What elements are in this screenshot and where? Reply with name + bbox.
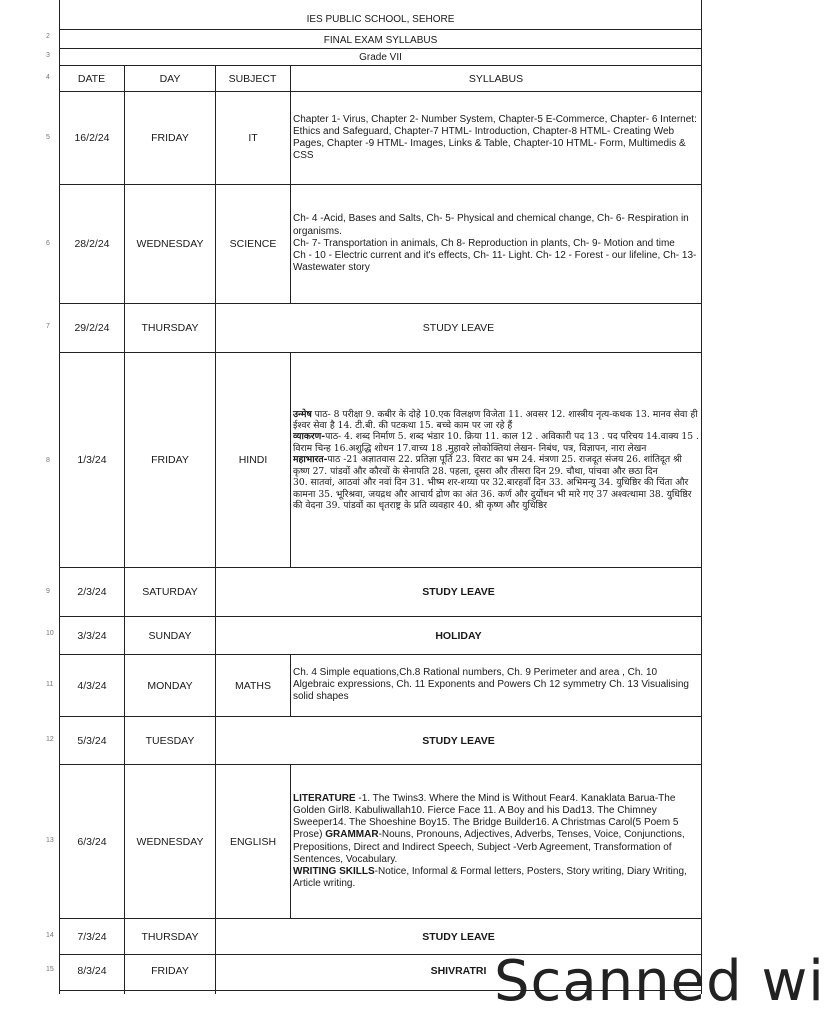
col-header-syllabus: SYLLABUS [468,72,524,85]
row-syllabus [291,655,701,716]
watermark-text: Scanned wi [494,949,825,1014]
row-day: THURSDAY [141,322,199,334]
margin-number: 8 [46,457,50,464]
section-heading: व्याकरण- [293,431,326,443]
margin-number: 12 [46,736,54,743]
row-day: FRIDAY [151,454,189,466]
syllabus-text: 30. सातवां, आठवां और नवां दिन 31. भीष्म शर-शय्या पर 32.बारहवाँ दिन 33. अभिमन्यु 34. युधिष्ठिर की चिंता और कामना 35. भूरिश्रवा, जयद्रथ और आचार्य द्रोण का अंत 36. कर्ण और दुर्योधन भी मारे गए 37 अश्वत्थामा 38. युधिष्ठिर की वेदना 39. पांडवों का धृतराष्ट्र के प्रति व्यवहार 40. श्री कृष्ण और युधिष्ठिर [293,477,692,511]
section-heading: LITERATURE [293,792,356,804]
row-date: 7/3/24 [77,930,107,943]
scanner-watermark [494,949,825,1014]
row-day: FRIDAY [151,965,189,977]
syllabus-text: -Nouns, Pronouns, Adjectives, Adverbs, Tenses, Voice, Conjunctions, Prepositions, Direct and Indirect Speech, Subject -Verb Agreement, Transformation of Sentences, Vocabulary. [293,829,685,865]
row-date: 16/2/24 [74,132,110,144]
margin-number: 7 [46,323,50,330]
row-date: 28/2/24 [74,238,110,250]
margin-number: 13 [46,837,54,844]
syllabus-text: -Notice, Informal & Formal letters, Posters, Story writing, Diary Writing, Article writing. [293,865,687,890]
syllabus-text: Ch - 10 - Electric current and it's effects, Ch- 11- Light. Ch- 12 - Forest - our lifeline, Ch- 13- Wastewater story [293,250,697,274]
row-subject: HINDI [238,454,268,466]
row-date: 4/3/24 [77,679,107,692]
row-syllabus [291,353,701,567]
row-subject: ENGLISH [229,835,277,848]
margin-number: 2 [46,33,50,40]
margin-number: 5 [46,134,50,141]
syllabus-text: -1. The Twins3. Where the Mind is Without Fear4. Kanaklata Barua-The Golden Girl8. Kabuliwallah10. Fierce Face 11. A Boy and his Dad13. The Chimney Sweeper14. The Shoeshine Boy15. The Bridge Builder16. A Christmas Carol(5 Poem 5 Prose) [293,792,679,841]
row-date: 3/3/24 [77,629,107,642]
row-syllabus [291,185,701,303]
row-date: 2/3/24 [77,586,107,598]
row-merged-note: SHIVRATRI [430,965,487,977]
row-day: WEDNESDAY [136,835,204,848]
syllabus-text: पाठ -21 अज्ञातवास 22. प्रतिज्ञा पूर्ति 23. विराट का भ्रम 24. मंत्रणा 25. राजदूत संजय 26. शांतिदूत श्री कृष्ण 27. पांडवों और कौरवों के सेनापति 28. पहला, दूसरा और तीसरा दिन 29. चौथा, पांचवा और छठा दिन [293,454,682,477]
row-day: FRIDAY [151,132,189,144]
margin-number: 10 [46,630,54,637]
row-merged-note: STUDY LEAVE [422,930,495,943]
row-merged-note: STUDY LEAVE [422,586,495,598]
row-day: SUNDAY [148,629,192,642]
syllabus-text: Ch. 4 Simple equations,Ch.8 Rational numbers, Ch. 9 Perimeter and area , Ch. 10 Algebraic expressions, Ch. 11 Exponents and Powers Ch 12 symmetry Ch. 13 Visualising solid shapes [293,667,689,703]
section-heading: GRAMMAR [325,829,379,841]
row-subject: MATHS [235,679,271,692]
syllabus-text: Ch- 4 -Acid, Bases and Salts, Ch- 5- Physical and chemical change, Ch- 6- Respiration in organisms. [293,213,689,237]
row-day: MONDAY [147,679,193,692]
margin-number: 6 [46,240,50,247]
margin-number: 9 [46,588,50,595]
row-date: 6/3/24 [77,835,107,848]
section-heading: उन्मेष [293,408,312,420]
row-subject: SCIENCE [229,238,277,250]
row-date: 8/3/24 [77,965,107,977]
row-day: THURSDAY [141,930,199,943]
row-date: 29/2/24 [74,322,110,334]
row-merged-note: HOLIDAY [435,629,482,642]
row-day: WEDNESDAY [136,238,204,250]
margin-number: 4 [46,74,50,81]
margin-number: 15 [46,966,54,973]
exam-title: FINAL EXAM SYLLABUS [323,34,438,46]
row-day: SATURDAY [142,586,198,598]
row-date: 5/3/24 [77,734,107,747]
school-name: IES PUBLIC SCHOOL, SEHORE [306,13,455,25]
col-header-subject: SUBJECT [228,72,277,85]
margin-number: 3 [46,52,50,59]
row-merged-note: STUDY LEAVE [422,322,495,334]
syllabus-text: Chapter 1- Virus, Chapter 2- Number System, Chapter-5 E-Commerce, Chapter- 6 Internet: Ethics and Safeguard, Chapter-7 HTML- Introduction, Chapter-8 HTML- Creating Web Pages, Chapter -9 HTML- Images, Links & Table, Chapter-10 HTML- Form, Multimedis & CSS [293,113,697,162]
margin-number: 11 [46,681,54,688]
col-header-day: DAY [159,72,181,85]
grade-label: Grade VII [359,51,402,63]
section-heading: WRITING SKILLS [293,865,375,877]
col-header-date: DATE [77,72,106,85]
row-subject: IT [248,132,258,144]
section-heading: महाभारत- [293,454,328,466]
syllabus-text: Ch- 7- Transportation in animals, Ch 8- Reproduction in plants, Ch- 9- Motion and time [293,237,675,249]
row-day: TUESDAY [145,734,195,747]
margin-number: 14 [46,932,54,939]
syllabus-text: पाठ- 4. शब्द निर्माण 5. शब्द भंडार 10. क्रिया 11. काल 12 . अविकारी पद 13 . पद परिचय 14.वाक्य 15 . विराम चिन्ह 16.अशुद्धि शोधन 17.वाच्य 18 .मुहावरे लोकोक्तियां लेखन- निबंध, पत्र, विज्ञापन, नारा लेखन [293,431,699,454]
border-right [701,0,702,994]
row-syllabus [291,92,701,184]
syllabus-text: पाठ- 8 परीक्षा 9. कबीर के दोहे 10.एक विलक्षण विजेता 11. अवसर 12. शास्त्रीय नृत्य-कथक 13. मानव सेवा ही ईश्वर सेवा है 14. टी.बी. की पटकथा 15. बच्चे काम पर जा रहे हैं [293,408,698,432]
row-merged-note: STUDY LEAVE [422,734,495,747]
row-date: 1/3/24 [77,454,107,466]
row-syllabus [291,765,701,918]
rule [59,29,702,30]
